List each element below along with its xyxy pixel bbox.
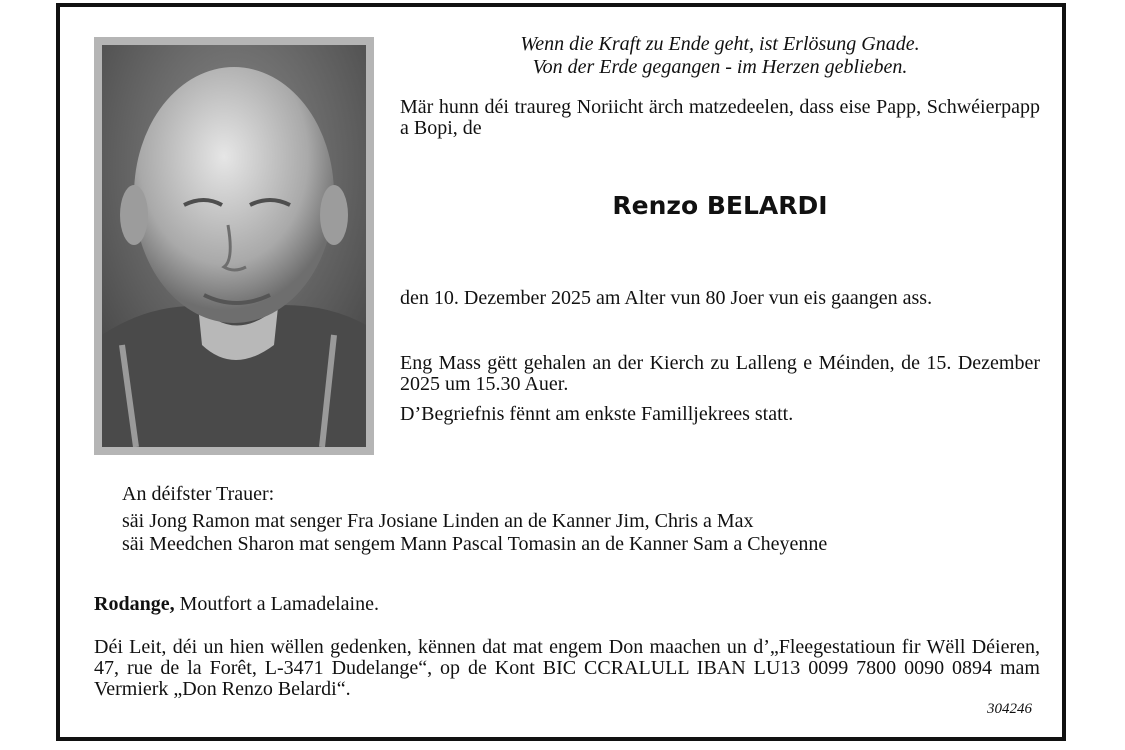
place-rest: Moutfort a Lamadelaine. — [174, 593, 379, 615]
mourner-line: säi Jong Ramon mat senger Fra Josiane Linden an de Kanner Jim, Chris a Max — [122, 510, 754, 532]
deceased-name: Renzo BELARDI — [612, 191, 828, 220]
portrait-photo — [102, 45, 366, 447]
mourner-line: säi Meedchen Sharon mat sengem Mann Pascal Tomasin an de Kanner Sam a Cheyenne — [122, 533, 828, 555]
mass-text: Eng Mass gëtt gehalen an der Kierch zu Lalleng e Méinden, de 15. Dezember 2025 um 15.30 Auer. — [400, 352, 1040, 395]
reference-number: 304246 — [987, 701, 1032, 717]
intro-text: Mär hunn déi traureg Noriicht ärch matzedeelen, dass eise Papp, Schwéierpapp a Bopi, de — [400, 96, 1040, 139]
announcement-text — [400, 33, 1040, 425]
donation-text: Déi Leit, déi un hien wëllen gedenken, kënnen dat mat engem Don maachen un d’„Fleegestatioun fir Wëll Déieren, 47, rue de la Forêt, L-3471 Dudelange“, op de Kont BIC CCRALULL IBAN LU13 0099 7800 0090 0894 mam Vermierk „Don Renzo Belardi“. — [94, 636, 1040, 700]
place-main: Rodange, — [94, 593, 175, 615]
portrait-frame — [94, 37, 374, 455]
places-line — [94, 593, 1034, 616]
obituary-notice — [56, 3, 1066, 741]
mourners-section — [122, 483, 1042, 556]
mourners-heading: An déifster Trauer: — [122, 483, 275, 505]
epigraph-line-2: Von der Erde gegangen - im Herzen geblieben. — [532, 56, 908, 78]
epigraph — [400, 33, 1040, 79]
date-of-death-text: den 10. Dezember 2025 am Alter vun 80 Joer vun eis gaangen ass. — [400, 287, 933, 309]
burial-text: D’Begriefnis fënnt am enkste Familljekrees statt. — [400, 403, 794, 425]
epigraph-line-1: Wenn die Kraft zu Ende geht, ist Erlösung Gnade. — [520, 33, 920, 55]
